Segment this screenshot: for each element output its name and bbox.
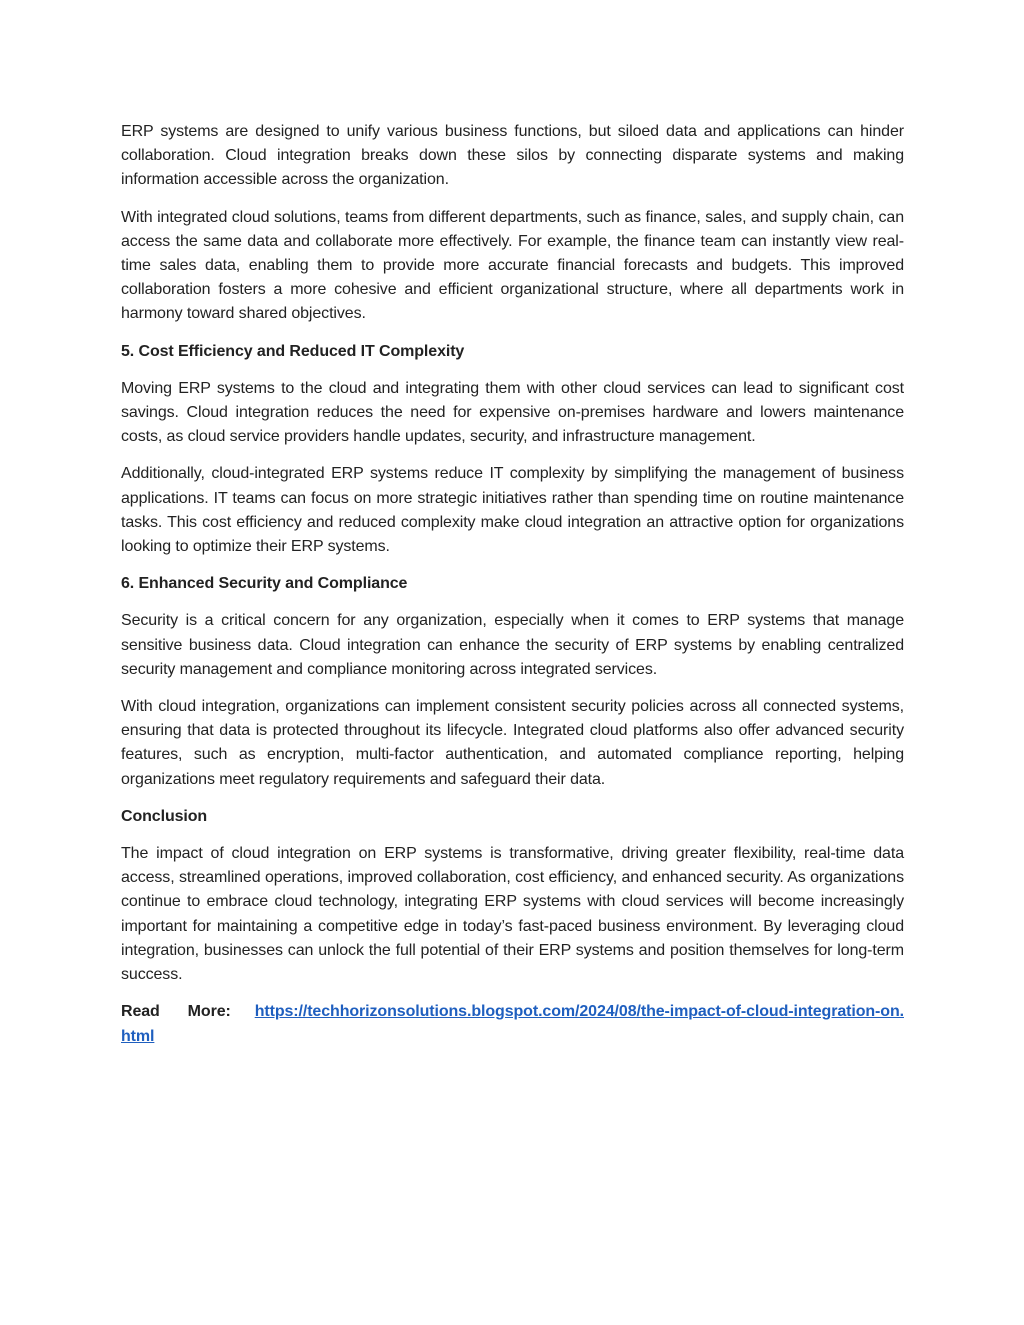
read-more-line xyxy=(121,1000,904,1048)
read-more-label: Read More: xyxy=(121,1003,231,1021)
paragraph-it-complexity: Additionally, cloud-integrated ERP systems reduce IT complexity by simplifying the management of business applications. IT teams can focus on more strategic initiatives rather than spending time on routine maintenance tasks. This cost efficiency and reduced complexity make cloud integration an attractive option for organizations looking to optimize their ERP systems. xyxy=(121,465,904,556)
paragraph-security-intro: Security is a critical concern for any organization, especially when it comes to ERP systems that manage sensitive business data. Cloud integration can enhance the security of ERP systems by enabling centralized security management and compliance monitoring across integrated services. xyxy=(121,612,904,678)
section-heading-security: 6. Enhanced Security and Compliance xyxy=(121,575,408,593)
document-body xyxy=(121,120,904,1049)
paragraph-collaboration-intro: ERP systems are designed to unify various business functions, but siloed data and applications can hinder collaboration. Cloud integration breaks down these silos by connecting disparate systems and making information accessible across the organization. xyxy=(121,123,904,189)
paragraph-collaboration-details: With integrated cloud solutions, teams from different departments, such as finance, sales, and supply chain, can access the same data and collaborate more effectively. For example, the finance team can instantly view real-time sales data, enabling them to provide more accurate financial forecasts and budgets. This improved collaboration fosters a more cohesive and efficient organizational structure, where all departments work in harmony toward shared objectives. xyxy=(121,208,904,323)
read-more-link[interactable]: https://techhorizonsolutions.blogspot.com/2024/08/the-impact-of-cloud-integration-on.html xyxy=(121,1003,904,1045)
paragraph-security-details: With cloud integration, organizations can implement consistent security policies across all connected systems, ensuring that data is protected throughout its lifecycle. Integrated cloud platforms also offer advanced security features, such as encryption, multi-factor authentication, and automated compliance reporting, helping organizations meet regulatory requirements and safeguard their data. xyxy=(121,698,904,788)
paragraph-cost-savings: Moving ERP systems to the cloud and integrating them with other cloud services can lead to significant cost savings. Cloud integration reduces the need for expensive on-premises hardware and lowers maintenance costs, as cloud service providers handle updates, security, and infrastructure management. xyxy=(121,379,904,446)
paragraph-conclusion: The impact of cloud integration on ERP systems is transformative, driving greater flexibility, real-time data access, streamlined operations, improved collaboration, cost efficiency, and enhanced security. As organizations continue to embrace cloud technology, integrating ERP systems with cloud services will become increasingly important for maintaining a competitive edge in today’s fast-paced business environment. By leveraging cloud integration, businesses can unlock the full potential of their ERP systems and position themselves for long-term success. xyxy=(121,845,904,984)
section-heading-cost-efficiency: 5. Cost Efficiency and Reduced IT Complexity xyxy=(121,342,465,360)
section-heading-conclusion: Conclusion xyxy=(121,807,208,825)
